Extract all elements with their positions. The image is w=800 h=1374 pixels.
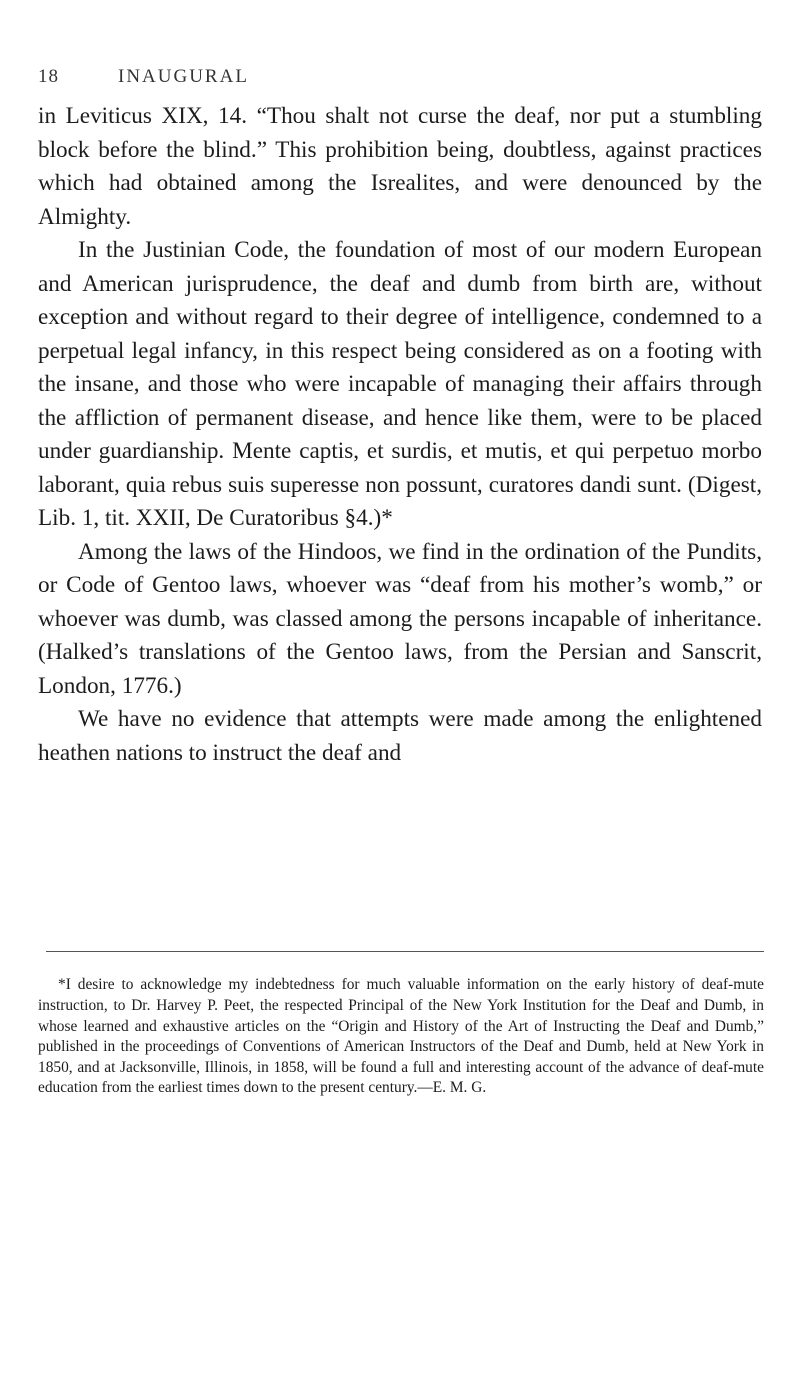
paragraph-heathen-nations: We have no evidence that attempts were made among the enlightened heathen nations to instruct the deaf and	[38, 706, 762, 766]
footnote-rule	[46, 951, 764, 952]
running-head	[38, 66, 768, 90]
body-text	[38, 100, 762, 770]
page-number: 18	[38, 66, 59, 87]
footnote: *I desire to acknowledge my indebtedness for much valuable information on the early history of deaf-mute instruction, to Dr. Harvey P. Peet, the respected Principal of the New York Institution for the Deaf and Dumb, in whose learned and exhaustive articles on the “Origin and History of the Art of Instructing the Deaf and Dumb,” published in the proceedings of Conventions of American Instructors of the Deaf and Dumb, held at New York in 1850, and at Jacksonville, Illinois, in 1858, will be found a full and interesting account of the advance of deaf-mute education from the earliest times down to the present century.—E. M. G.	[38, 976, 764, 1097]
paragraph-justinian-code: In the Justinian Code, the foundation of most of our modern European and American jurisprudence, the deaf and dumb from birth are, without exception and without regard to their degree of intelligence, condemned to a perpetual legal infancy, in this respect being considered as on a footing with the insane, and those who were incapable of managing their affairs through the affliction of permanent disease, and hence like them, were to be placed under guardianship. Mente captis, et surdis, et mutis, et qui perpetuo morbo laborant, quia rebus suis superesse non possunt, curatores dandi sunt. (Digest, Lib. 1, tit. XXII, De Curatoribus §4.)*	[38, 237, 762, 531]
paragraph-leviticus: in Leviticus XIX, 14. “Thou shalt not curse the deaf, nor put a stumbling block before the blind.” This prohibition being, doubtless, against practices which had obtained among the Isrealites, and were denounced by the Almighty.	[38, 103, 762, 230]
running-title: INAUGURAL	[118, 66, 249, 87]
paragraph-hindoo-laws: Among the laws of the Hindoos, we find in the ordination of the Pundits, or Code of Gentoo laws, whoever was “deaf from his mother’s womb,” or whoever was dumb, was classed among the persons incapable of inheritance. (Halked’s translations of the Gentoo laws, from the Persian and Sanscrit, London, 1776.)	[38, 538, 762, 699]
